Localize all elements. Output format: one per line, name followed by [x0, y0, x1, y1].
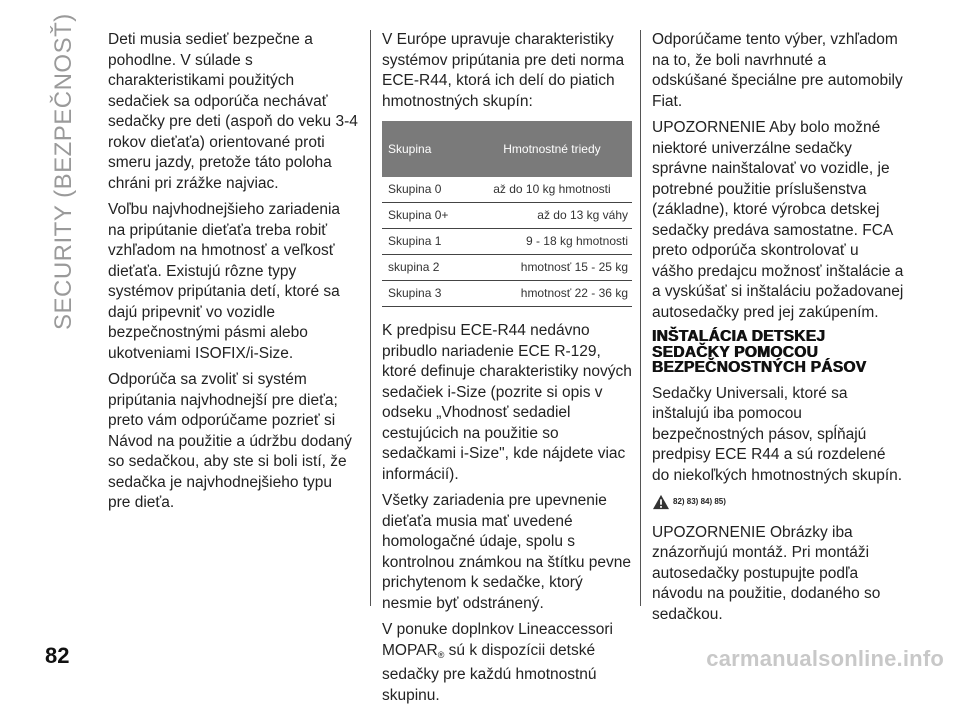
table-row — [382, 203, 632, 229]
group-cell: Skupina 1 — [382, 229, 472, 255]
column-1 — [108, 30, 358, 520]
column-3 — [652, 30, 904, 631]
paragraph: Všetky zariadenia pre upevnenie dieťaťa musia mať uvedené homologačné údaje, spolu s kontrolnou známkou na štítku pevne prichytenom k sedačke, ktorý nesmie byť odstránený. — [382, 492, 632, 612]
warning-refs-text: 82) 83) 84) 85) — [673, 497, 726, 506]
paragraph: UPOZORNENIE Aby bolo možné niektoré univerzálne sedačky správne nainštalovať vo vozidle, je potrebné použitie príslušenstva (základne), ktoré výrobca detskej sedačky predáva samostatne. FCA preto odporúča skontrolovať u vášho predajcu možnosť inštalácie a a vyskúšať si inštaláciu požadovanej autosedačky pred jej zakúpením. — [652, 119, 904, 321]
group-cell: Skupina 3 — [382, 281, 472, 307]
header-weight: Hmotnostné triedy — [472, 121, 632, 177]
group-cell: Skupina 0+ — [382, 203, 472, 229]
header-group: Skupina — [382, 121, 472, 177]
section-heading: INŠTALÁCIA DETSKEJ SEDAČKY POMOCOU BEZPEČNOSTNÝCH PÁSOV — [652, 328, 867, 376]
section-title: SECURITY (BEZPEČNOSŤ) — [50, 13, 77, 330]
page-number: 82 — [45, 643, 70, 668]
paragraph: V Európe upravuje charakteristiky systémov pripútania pre deti norma ECE-R44, ktorá ich delí do piatich hmotnostných skupín: — [382, 31, 625, 110]
weight-cell: 9 - 18 kg hmotnosti — [472, 229, 632, 255]
watermark: carmanualsonline.info — [706, 646, 944, 671]
weight-groups-table — [382, 121, 632, 307]
paragraph: Odporúča sa zvoliť si systém pripútania najvhodnejší pre dieťa; preto vám odporúčame pozrieť si Návod na použitie a údržbu dodaný so sedačkou, aby ste si boli istí, že sedačka je najvhodnejšieho typu pre dieťa. — [108, 371, 352, 511]
text-span: sú k dispozícii detské sedačky pre každú hmotnostnú skupinu. — [382, 641, 597, 704]
column-2 — [382, 30, 632, 712]
text-span: V ponuke doplnkov Lineaccessori MOPAR — [382, 621, 613, 659]
group-cell: skupina 2 — [382, 255, 472, 281]
table-row — [382, 281, 632, 307]
registered-mark: ® — [437, 649, 445, 660]
paragraph: Odporúčame tento výber, vzhľadom na to, že boli navrhnuté a odskúšané špeciálne pre automobily Fiat. — [652, 31, 903, 110]
weight-cell: hmotnosť 22 - 36 kg — [472, 281, 632, 307]
column-divider — [640, 30, 641, 606]
warning-references — [652, 492, 904, 513]
warning-triangle-icon — [652, 494, 670, 510]
weight-cell: až do 13 kg váhy — [472, 203, 632, 229]
paragraph: Voľbu najvhodnejšieho zariadenia na pripútanie dieťaťa treba robiť vzhľadom na hmotnosť a veľkosť dieťaťa. Existujú rôzne typy systémov pripútania detí, ktoré sa dajú pripevniť vo vozidle bezpečnostnými pásmi alebo ukotveniami ISOFIX/i-Size. — [108, 201, 341, 362]
table-row — [382, 177, 632, 203]
table-header-row — [382, 121, 632, 177]
paragraph: Deti musia sedieť bezpečne a pohodlne. V súlade s charakteristikami použitých sedačiek sa odporúča nechávať sedačky pre deti (aspoň do veku 3-4 rokov dieťaťa) orientované proti smeru jazdy, pretože táto poloha chráni pri zrážke najviac. — [108, 31, 358, 192]
weight-cell: hmotnosť 15 - 25 kg — [472, 255, 632, 281]
paragraph: K predpisu ECE-R44 nedávno pribudlo nariadenie ECE R-129, ktoré definuje charakteristiky nových sedačiek i-Size (pozrite si opis v odseku „Vhodnosť sedadiel cestujúcich na použitie so sedačkami i-Size", kde nájdete viac informácií). — [382, 322, 632, 483]
weight-cell: až do 10 kg hmotnosti — [472, 177, 632, 203]
paragraph: UPOZORNENIE Obrázky iba znázorňujú montáž. Pri montáži autosedačky postupujte podľa návodu na použitie, dodaného so sedačkou. — [652, 523, 881, 623]
paragraph: Sedačky Universali, ktoré sa inštalujú iba pomocou bezpečnostných pásov, spĺňajú predpisy ECE R44 a sú rozdelené do niekoľkých hmotnostných skupín. — [652, 384, 903, 484]
group-cell: Skupina 0 — [382, 177, 472, 203]
column-divider — [370, 30, 371, 606]
table-row — [382, 229, 632, 255]
paragraph — [382, 620, 632, 706]
table-row — [382, 255, 632, 281]
